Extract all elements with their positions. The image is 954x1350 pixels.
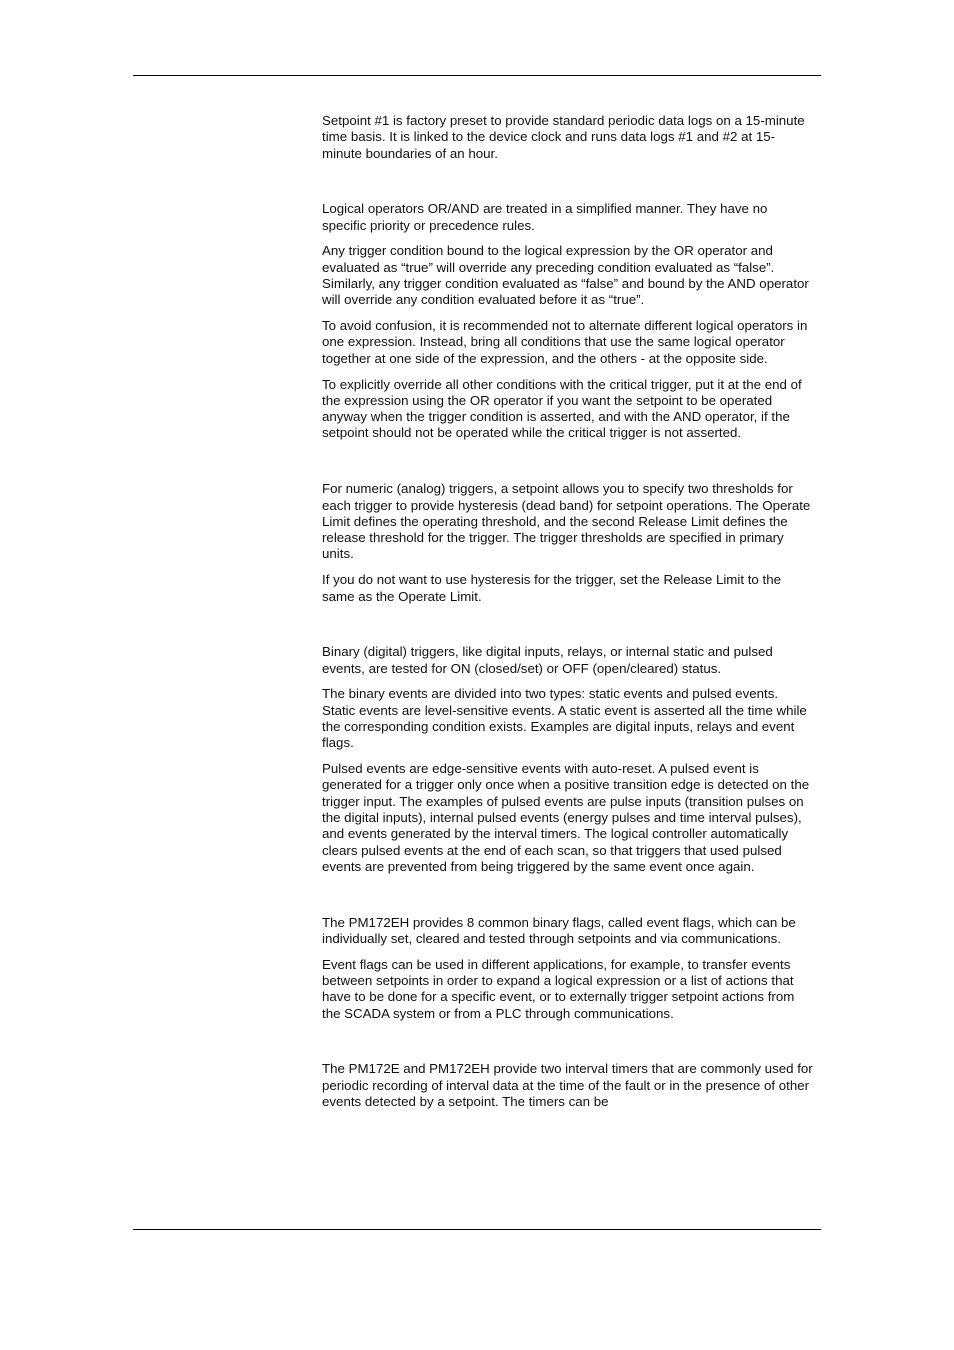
paragraph: To explicitly override all other conditions with the critical trigger, put it at the end of the expression using the OR operator if you want the setpoint to be operated anyway when the trigger condition is asserted, and with the AND operator, if the setpoint should not be operated while the critical trigger is not asserted. (322, 376, 802, 441)
paragraph: Setpoint #1 is factory preset to provide standard periodic data logs on a 15-minute time basis. It is linked to the device clock and runs data logs #1 and #2 at 15-minute boundaries of an hour. (322, 113, 805, 161)
paragraph: Event flags can be used in different applications, for example, to transfer events between setpoints in order to expand a logical expression or a list of actions that have to be done for a specific event, or to externally trigger setpoint actions from the SCADA system or from a PLC through communications. (322, 956, 795, 1021)
section-interval-timers (322, 1061, 814, 1110)
paragraph: Any trigger condition bound to the logical expression by the OR operator and evaluated as “true” will override any preceding condition evaluated as “false”. Similarly, any trigger condition evaluated as “false” and bound by the AND operator will override any condition evaluated before it as “true”. (322, 243, 809, 308)
section-spacer (322, 885, 814, 915)
paragraph: The binary events are divided into two types: static events and pulsed events. Static events are level-sensitive events. A static event is asserted all the time while the corresponding condition exists. Examples are digital inputs, relays and event flags. (322, 686, 807, 751)
section-numeric-triggers (322, 481, 814, 605)
section-logical-operators (322, 201, 814, 441)
page-body (322, 113, 814, 1120)
paragraph: The PM172EH provides 8 common binary flags, called event flags, which can be individually set, cleared and tested through setpoints and via communications. (322, 914, 796, 946)
paragraph: The PM172E and PM172EH provide two interval timers that are commonly used for periodic recording of interval data at the time of the fault or in the presence of other events detected by a setpoint. The timers can be (322, 1061, 813, 1110)
paragraph: Pulsed events are edge-sensitive events with auto-reset. A pulsed event is generated for a trigger only once when a positive transition edge is detected on the trigger input. The examples of pulsed events are pulse inputs (transition pulses on the digital inputs), internal pulsed events (energy pulses and time interval pulses), and events generated by the interval timers. The logical controller automatically clears pulsed events at the end of each scan, so that triggers that used pulsed events are prevented from being triggered by the same event once again. (322, 761, 810, 874)
section-spacer (322, 451, 814, 481)
section-binary-triggers (322, 644, 814, 875)
section-event-flags (322, 915, 814, 1022)
section-setpoint-preset (322, 113, 814, 162)
paragraph: If you do not want to use hysteresis for the trigger, set the Release Limit to the same as the Operate Limit. (322, 572, 781, 604)
paragraph: For numeric (analog) triggers, a setpoint allows you to specify two thresholds for each trigger to provide hysteresis (dead band) for setpoint operations. The Operate Limit defines the operating threshold, and the second Release Limit defines the release threshold for the trigger. The trigger thresholds are specified in primary units. (322, 481, 811, 562)
paragraph: Binary (digital) triggers, like digital inputs, relays, or internal static and pulsed events, are tested for ON (closed/set) or OFF (open/cleared) status. (322, 644, 773, 676)
section-spacer (322, 171, 814, 201)
section-spacer (322, 614, 814, 644)
header-rule (133, 75, 821, 76)
footer-rule (133, 1229, 821, 1230)
section-spacer (322, 1031, 814, 1061)
paragraph: To avoid confusion, it is recommended not to alternate different logical operators in one expression. Instead, bring all conditions that use the same logical operator together at one side of the expression, and the others - at the opposite side. (322, 318, 808, 366)
paragraph: Logical operators OR/AND are treated in a simplified manner. They have no specific priority or precedence rules. (322, 201, 768, 233)
